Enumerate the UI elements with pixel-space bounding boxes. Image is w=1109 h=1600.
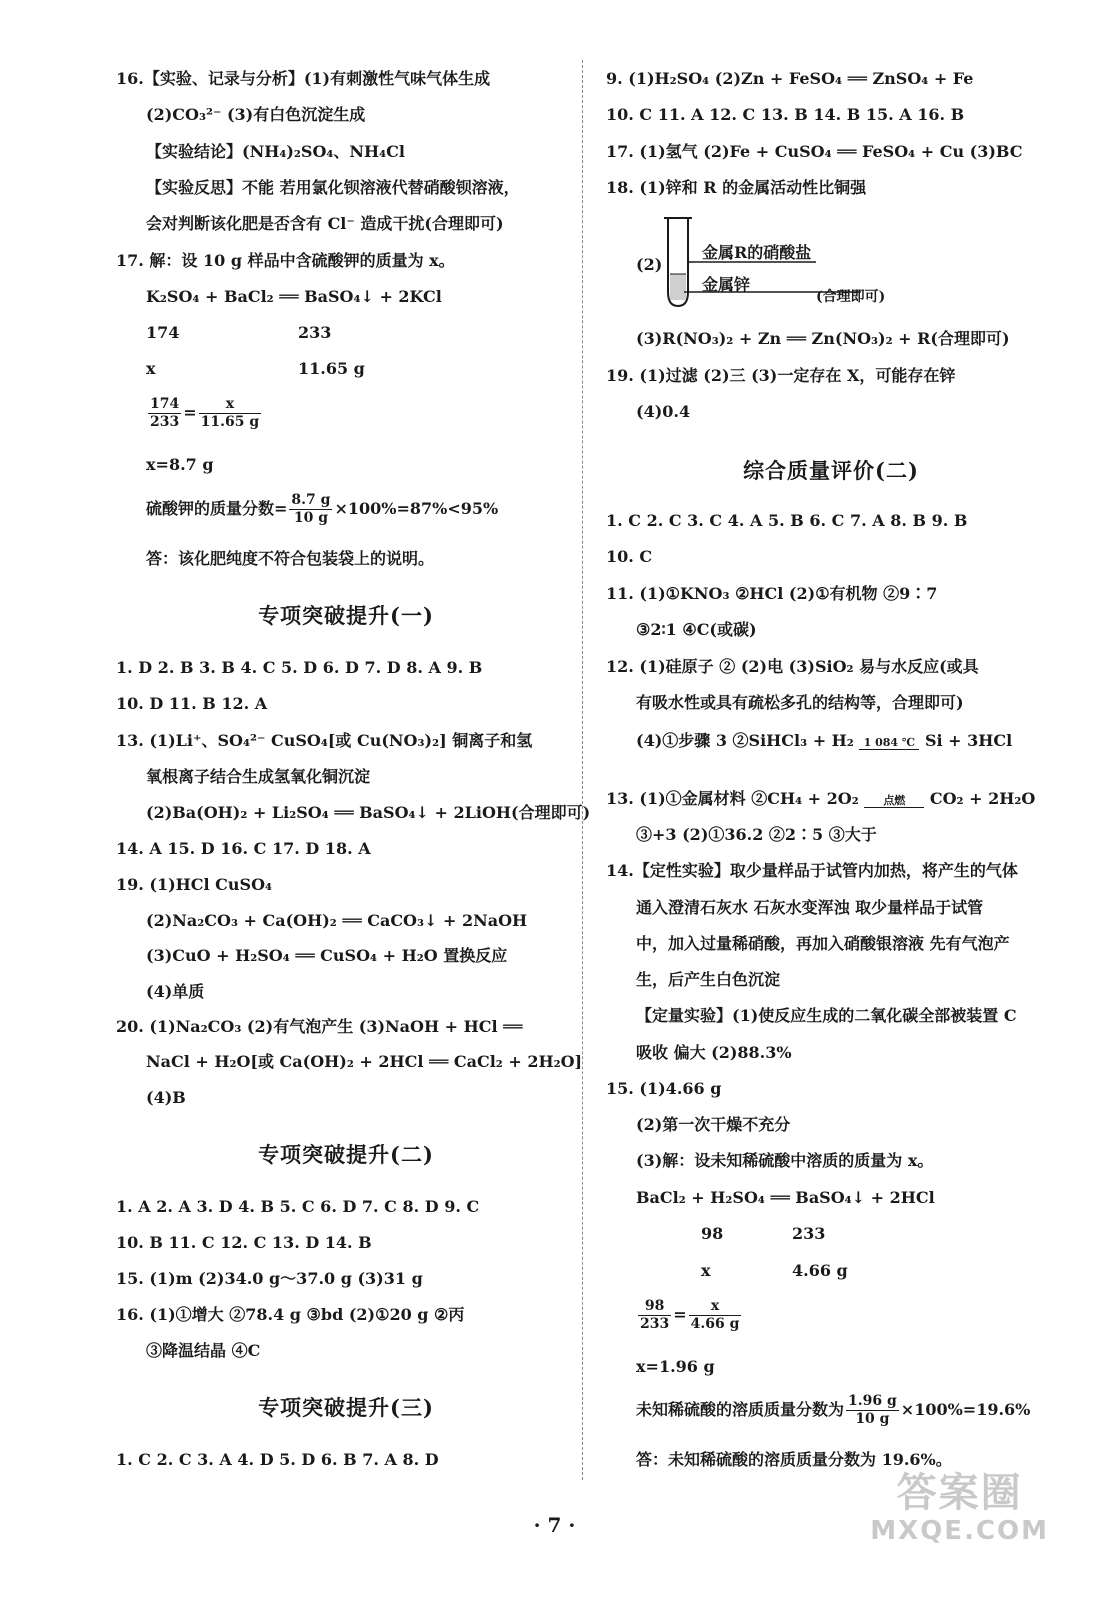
percentage-line: 未知稀硫酸的溶质质量分数为 $\frac{1.96 g}{10 g}$ ×100%=19.6% — [636, 1393, 1031, 1427]
section-title: 综合质量评价(二) — [743, 458, 919, 483]
section-title: 专项突破提升(三) — [258, 1395, 434, 1420]
test-tube-diagram — [606, 212, 1056, 312]
diagram-label: 金属R的硝酸盐 — [702, 243, 812, 262]
answer-line: 9. (1)H₂SO₄ (2)Zn + FeSO₄ ══ ZnSO₄ + Fe — [606, 69, 974, 88]
answer-line: 19. (1)过滤 (2)三 (3)一定存在 X，可能存在锌 — [606, 366, 956, 385]
answer-line: 12. (1)硅原子 ② (2)电 (3)SiO₂ 易与水反应(或具 — [606, 657, 979, 676]
mass-value: x — [146, 359, 156, 378]
mass-value: 11.65 g — [298, 359, 365, 378]
answer-line: ③降温结晶 ④C — [146, 1341, 261, 1360]
answer-line: 1. C 2. C 3. A 4. D 5. D 6. B 7. A 8. D — [116, 1450, 439, 1469]
fraction: $\frac{98}{233}$ — [640, 1298, 670, 1332]
answer-line: 20. (1)Na₂CO₃ (2)有气泡产生 (3)NaOH + HCl ══ — [116, 1017, 523, 1036]
answer-line: (3)R(NO₃)₂ + Zn ══ Zn(NO₃)₂ + R(合理即可) — [636, 329, 1010, 348]
answer-line: (4)单质 — [146, 982, 205, 1001]
equation: K₂SO₄ + BaCl₂ ══ BaSO₄↓ + 2KCl — [146, 287, 442, 306]
answer-line: 通入澄清石灰水 石灰水变浑浊 取少量样品于试管 — [636, 898, 984, 917]
answer-line: 10. C 11. A 12. C 13. B 14. B 15. A 16. B — [606, 105, 965, 124]
answer-line: 10. C — [606, 547, 653, 566]
answer-line: 11. (1)①KNO₃ ②HCl (2)①有机物 ②9∶7 — [606, 584, 938, 603]
answer-line: 【定量实验】(1)使反应生成的二氧化碳全部被装置 C — [636, 1006, 1017, 1025]
answer-line: 19. (1)HCl CuSO₄ — [116, 875, 273, 894]
column-divider — [582, 60, 583, 1480]
percentage-line: 硫酸钾的质量分数= $\frac{8.7 g}{10 g}$ ×100%=87%<95% — [146, 492, 499, 526]
proportion: $\frac{98}{233}$ = $\frac{x}{4.66 g}$ — [640, 1298, 740, 1332]
answer-line: 生，后产生白色沉淀 — [636, 970, 781, 989]
mass-ratio: 233 — [792, 1224, 826, 1243]
answer-line: 14. A 15. D 16. C 17. D 18. A — [116, 839, 371, 858]
answer-line: (2)Ba(OH)₂ + Li₂SO₄ ══ BaSO₄↓ + 2LiOH(合理即可) — [146, 803, 591, 822]
answer-line: (4)0.4 — [636, 402, 691, 421]
fraction: $\frac{x}{4.66 g}$ — [690, 1298, 740, 1332]
answer-line: (2)第一次干燥不充分 — [636, 1115, 791, 1134]
text-line: 【实验结论】(NH₄)₂SO₄、NH₄Cl — [146, 142, 405, 161]
reaction-condition: 1 084 ℃ — [859, 737, 919, 750]
answer-line: 13. (1)Li⁺、SO₄²⁻ CuSO₄[或 Cu(NO₃)₂] 铜离子和氢 — [116, 731, 533, 750]
answer-line: 15. (1)m (2)34.0 g～37.0 g (3)31 g — [116, 1269, 423, 1288]
answer-line: (3)CuO + H₂SO₄ ══ CuSO₄ + H₂O 置换反应 — [146, 946, 508, 965]
diagram-note: (合理即可) — [816, 289, 886, 305]
answer-line: 氧根离子结合生成氢氧化铜沉淀 — [146, 767, 371, 786]
answer-line: 吸收 偏大 (2)88.3% — [636, 1043, 792, 1062]
mass-ratio: 98 — [701, 1224, 724, 1243]
fraction: $\frac{x}{11.65 g}$ — [200, 396, 260, 430]
answer-line: 有吸水性或具有疏松多孔的结构等，合理即可) — [636, 693, 964, 712]
answer-line: 10. D 11. B 12. A — [116, 694, 268, 713]
mass-value: x — [701, 1261, 711, 1280]
answer-line: (4)B — [146, 1088, 186, 1107]
mass-ratio: 233 — [298, 323, 332, 342]
answer-line: 1. D 2. B 3. B 4. C 5. D 6. D 7. D 8. A 9. B — [116, 658, 483, 677]
answer-line: 14.【定性实验】取少量样品于试管内加热，将产生的气体 — [606, 861, 1018, 880]
text-line: 会对判断该化肥是否含有 Cl⁻ 造成干扰(合理即可) — [146, 214, 504, 233]
section-title: 专项突破提升(一) — [258, 603, 434, 628]
diagram-label: (2) — [636, 255, 663, 274]
fraction: $\frac{174}{233}$ — [150, 396, 180, 430]
equation: BaCl₂ + H₂SO₄ ══ BaSO₄↓ + 2HCl — [636, 1188, 935, 1207]
answer-line: 17. (1)氢气 (2)Fe + CuSO₄ ══ FeSO₄ + Cu (3)BC — [606, 142, 1023, 161]
watermark-logo: 答案圈 MXQE.COM — [870, 1470, 1049, 1546]
text-line: x=1.96 g — [636, 1357, 715, 1376]
answer-line: ③+3 (2)①36.2 ②2∶5 ③大于 — [636, 825, 877, 844]
answer-line: 10. B 11. C 12. C 13. D 14. B — [116, 1233, 372, 1252]
answer-line: ③2∶1 ④C(或碳) — [636, 620, 757, 639]
text-line: 答：该化肥纯度不符合包装袋上的说明。 — [146, 549, 435, 568]
section-title: 专项突破提升(二) — [258, 1142, 434, 1167]
text-line: (2)CO₃²⁻ (3)有白色沉淀生成 — [146, 105, 366, 124]
text-line: 17. 解：设 10 g 样品中含硫酸钾的质量为 x。 — [116, 251, 455, 270]
text-line: x=8.7 g — [146, 455, 214, 474]
fraction: $\frac{8.7 g}{10 g}$ — [291, 492, 331, 526]
answer-line: (2)Na₂CO₃ + Ca(OH)₂ ══ CaCO₃↓ + 2NaOH — [146, 911, 528, 930]
diagram-label: 金属锌 — [702, 275, 751, 294]
mass-ratio: 174 — [146, 323, 180, 342]
answer-line: 18. (1)锌和 R 的金属活动性比铜强 — [606, 178, 867, 197]
answer-line: 15. (1)4.66 g — [606, 1079, 722, 1098]
answer-line: 1. A 2. A 3. D 4. B 5. C 6. D 7. C 8. D 9. C — [116, 1197, 480, 1216]
answer-line: 16. (1)①增大 ②78.4 g ③bd (2)①20 g ②丙 — [116, 1305, 465, 1324]
answer-line: NaCl + H₂O[或 Ca(OH)₂ + 2HCl ══ CaCl₂ + 2H₂O] — [146, 1052, 583, 1071]
equation-line: (4)①步骤 3 ②SiHCl₃ + H₂ 1 084 ℃ Si + 3HCl — [636, 731, 1013, 750]
reaction-condition: 点燃 — [864, 795, 924, 808]
proportion: $\frac{174}{233}$ = $\frac{x}{11.65 g}$ — [150, 396, 260, 430]
fraction: $\frac{1.96 g}{10 g}$ — [848, 1393, 897, 1427]
answer-line: (3)解：设未知稀硫酸中溶质的质量为 x。 — [636, 1151, 934, 1170]
answer-line: 中，加入过量稀硝酸，再加入硝酸银溶液 先有气泡产 — [636, 934, 1010, 953]
mass-value: 4.66 g — [792, 1261, 848, 1280]
text-line: 【实验反思】不能 若用氯化钡溶液代替硝酸钡溶液， — [146, 178, 520, 197]
equation-line: 13. (1)①金属材料 ②CH₄ + 2O₂ 点燃 CO₂ + 2H₂O — [606, 789, 1036, 808]
answer-line: 1. C 2. C 3. C 4. A 5. B 6. C 7. A 8. B 9. B — [606, 511, 968, 530]
text-line: 16.【实验、记录与分析】(1)有刺激性气味气体生成 — [116, 69, 491, 88]
text-line: 答：未知稀硫酸的溶质质量分数为 19.6%。 — [636, 1450, 952, 1469]
page-number: · 7 · — [533, 1513, 576, 1537]
